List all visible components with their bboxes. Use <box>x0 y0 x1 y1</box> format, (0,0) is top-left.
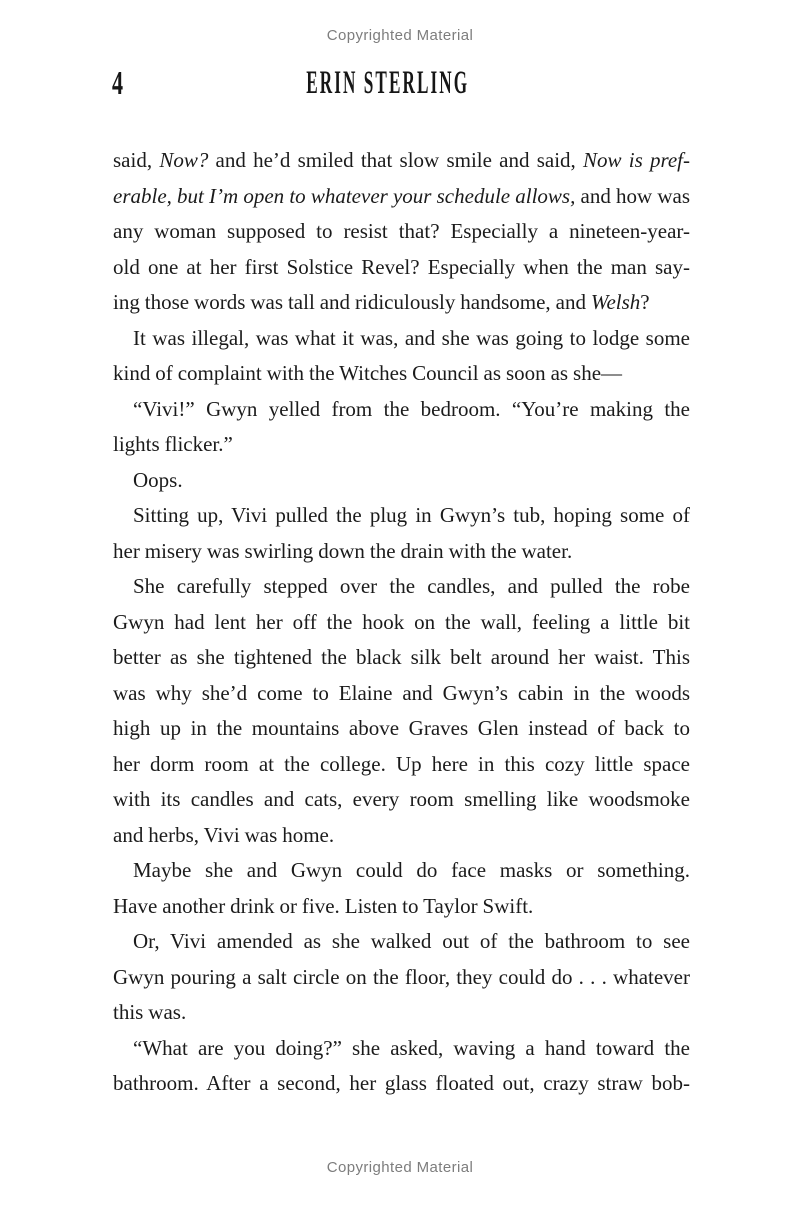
text-line <box>113 250 690 286</box>
text-line <box>113 569 690 605</box>
text-segment: Gwyn had lent her off the hook on the wall, feeling a little bit <box>113 609 690 634</box>
text-segment: and he’d smiled that slow smile and said, <box>208 148 583 172</box>
text-line <box>113 321 690 357</box>
text-segment: and herbs, Vivi was home. <box>113 822 335 847</box>
text-segment: She carefully stepped over the candles, and pulled the robe <box>133 574 690 598</box>
text-line <box>113 889 690 925</box>
text-segment: with its candles and cats, every room smelling like woodsmoke <box>113 787 690 811</box>
text-segment: old one at her first Solstice Revel? Especially when the man say- <box>113 254 690 279</box>
text-segment: ? <box>640 290 650 314</box>
text-segment: high up in the mountains above Graves Glen instead of back to <box>113 716 690 740</box>
text-line <box>113 179 690 215</box>
text-segment: Have another drink or five. Listen to Taylor Swift. <box>113 893 534 918</box>
text-line <box>113 853 690 889</box>
text-line <box>113 214 690 250</box>
text-line <box>113 285 690 321</box>
text-segment: Sitting up, Vivi pulled the plug in Gwyn’s tub, hoping some of <box>133 503 690 527</box>
text-line <box>113 676 690 712</box>
text-segment: was why she’d come to Elaine and Gwyn’s cabin in the woods <box>113 680 690 705</box>
text-segment: It was illegal, was what it was, and she was going to lodge some <box>133 325 690 350</box>
text-line <box>113 427 690 463</box>
text-segment: better as she tightened the black silk belt around her waist. This <box>113 645 690 669</box>
text-segment: ing those words was tall and ridiculously handsome, and <box>113 290 591 314</box>
text-segment: Gwyn pouring a salt circle on the floor, they could do . . . whatever <box>113 964 690 989</box>
text-segment: Maybe she and Gwyn could do face masks or something. <box>133 858 690 882</box>
text-segment: any woman supposed to resist that? Especially a nineteen-year- <box>113 219 690 243</box>
italic-text-segment: Now is pref- <box>583 148 691 172</box>
italic-text-segment: erable, but I’m open to whatever your schedule allows, <box>113 183 576 208</box>
running-head-container <box>0 67 776 100</box>
text-segment: Or, Vivi amended as she walked out of the bathroom to see <box>133 929 690 953</box>
text-line <box>113 356 690 392</box>
text-segment: lights flicker.” <box>113 432 233 456</box>
body-text <box>113 143 690 1102</box>
text-line <box>113 711 690 747</box>
text-line <box>113 747 690 783</box>
text-segment: her misery was swirling down the drain with the water. <box>113 538 573 563</box>
text-line <box>113 392 690 428</box>
text-segment: bathroom. After a second, her glass floated out, crazy straw bob- <box>113 1071 690 1095</box>
page-number: 4 <box>112 65 124 102</box>
text-segment: her dorm room at the college. Up here in this cozy little space <box>113 751 690 776</box>
text-segment: and how was <box>575 183 690 208</box>
text-line <box>113 498 690 534</box>
text-segment: “Vivi!” Gwyn yelled from the bedroom. “You’re making the <box>133 396 690 421</box>
copyright-notice-top: Copyrighted Material <box>326 27 474 44</box>
copyright-notice-bottom: Copyrighted Material <box>326 1159 474 1176</box>
text-segment: said, <box>113 148 160 172</box>
text-line <box>113 605 690 641</box>
italic-text-segment: Now? <box>159 148 209 172</box>
text-line <box>113 1031 690 1067</box>
text-line <box>113 534 690 570</box>
italic-text-segment: Welsh <box>590 290 641 314</box>
text-segment: this was. <box>113 1000 187 1024</box>
text-line <box>113 143 690 179</box>
text-line <box>113 463 690 499</box>
text-segment: “What are you doing?” she asked, waving a hand toward the <box>133 1035 690 1060</box>
text-line <box>113 818 690 854</box>
text-line <box>113 782 690 818</box>
text-line <box>113 960 690 996</box>
text-segment: kind of complaint with the Witches Council as soon as she— <box>113 361 623 385</box>
text-line <box>113 1066 690 1102</box>
text-line <box>113 924 690 960</box>
running-head-author: ERIN STERLING <box>306 65 470 101</box>
text-segment: Oops. <box>133 467 183 492</box>
text-line <box>113 640 690 676</box>
text-line <box>113 995 690 1031</box>
